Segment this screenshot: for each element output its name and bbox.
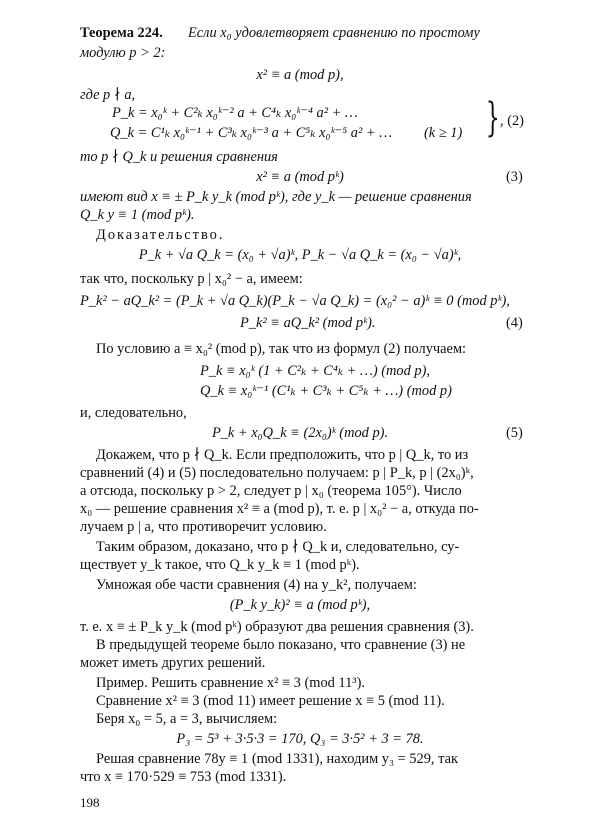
paragraph-1-line-1: Докажем, что p ∤ Q_k. Если предположить, что p | Q_k, то из [96, 447, 469, 463]
paragraph-3-line-2: т. е. x ≡ ± P_k y_k (mod pᵏ) образуют два решения сравнения (3). [80, 619, 474, 635]
where-condition: где p ∤ a, [80, 87, 136, 103]
equation-hypothesis: x² ≡ a (mod p), [256, 67, 344, 83]
paragraph-4-line-2: может иметь других решений. [80, 655, 266, 671]
equation-proof-2: P_k² − aQ_k² = (P_k + √a Q_k)(P_k − √a Q_k) = (x₀² − a)ᵏ ≡ 0 (mod pᵏ), [80, 293, 510, 309]
k-condition: (k ≥ 1) [424, 125, 463, 141]
equation-5: P_k + x₀Q_k ≡ (2x₀)ᵏ (mod p). [211, 425, 389, 441]
equation-3: x² ≡ a (mod pᵏ) [256, 169, 344, 185]
example-equation: P₃ = 5³ + 3·5·3 = 170, Q₃ = 3·5² + 3 = 78. [176, 731, 424, 747]
equation-tag-2: , (2) [500, 113, 524, 129]
proof-label: Доказательство. [96, 227, 225, 243]
paragraph-1-line-5: лучаем p | a, что противоречит условию. [80, 519, 327, 535]
paragraph-4-line-1: В предыдущей теореме было показано, что сравнение (3) не [96, 637, 466, 653]
equation-proof-1: P_k + √a Q_k = (x₀ + √a)ᵏ, P_k − √a Q_k = (x₀ − √a)ᵏ, [138, 247, 462, 263]
example-line-4: Решая сравнение 78y ≡ 1 (mod 1331), находим y₃ = 529, так [96, 751, 458, 767]
form-line-1: имеют вид x ≡ ± P_k y_k (mod pᵏ), где y_k — решение сравнения [80, 189, 472, 205]
theorem-text-line-1: Если x₀ удовлетворяет сравнению по простому [188, 25, 480, 41]
paragraph-1-line-2: сравнений (4) и (5) последовательно получаем: p | P_k, p | (2x₀)ᵏ, [80, 465, 474, 481]
theorem-heading: Теорема 224. [80, 25, 163, 41]
then-line: то p ∤ Q_k и решения сравнения [80, 149, 278, 165]
equation-6: (P_k y_k)² ≡ a (mod pᵏ), [229, 597, 371, 613]
hence-line: и, следовательно, [80, 405, 187, 421]
example-line-2: Сравнение x² ≡ 3 (mod 11) имеет решение x ≡ 5 (mod 11). [96, 693, 445, 709]
equation-Q-k: Q_k = C¹ₖ x₀ᵏ⁻¹ + C³ₖ x₀ᵏ⁻³ a + C⁵ₖ x₀ᵏ⁻⁵ a² + … [110, 125, 392, 141]
right-brace: } [485, 95, 500, 141]
equation-P-k: P_k = x₀ᵏ + C²ₖ x₀ᵏ⁻² a + C⁴ₖ x₀ᵏ⁻⁴ a² + … [112, 105, 358, 121]
equation-P-mod: P_k ≡ x₀ᵏ (1 + C²ₖ + C⁴ₖ + …) (mod p), [200, 363, 430, 379]
paragraph-2-line-2: ществует y_k такое, что Q_k y_k ≡ 1 (mod pᵏ). [80, 557, 360, 573]
paragraph-2-line-1: Таким образом, доказано, что p ∤ Q_k и, следовательно, су- [96, 539, 460, 555]
condition-line: По условию a ≡ x₀² (mod p), так что из формул (2) получаем: [96, 341, 467, 357]
equation-tag-4: (4) [506, 315, 523, 331]
equation-4: P_k² ≡ aQ_k² (mod pᵏ). [240, 315, 376, 331]
page-number: 198 [80, 795, 100, 810]
example-line-3: Беря x₀ = 5, a = 3, вычисляем: [96, 711, 278, 727]
example-line-5: что x ≡ 170·529 ≡ 753 (mod 1331). [80, 769, 287, 785]
so-line: так что, поскольку p | x₀² − a, имеем: [80, 271, 303, 287]
theorem-text-line-2: модулю p > 2: [80, 45, 166, 61]
paragraph-3-line-1: Умножая обе части сравнения (4) на y_k², получаем: [96, 577, 417, 593]
equation-tag-3: (3) [506, 169, 523, 185]
equation-Q-mod: Q_k ≡ x₀ᵏ⁻¹ (C¹ₖ + C³ₖ + C⁵ₖ + …) (mod p) [200, 383, 452, 399]
form-line-2: Q_k y ≡ 1 (mod pᵏ). [80, 207, 195, 223]
paragraph-1-line-4: x₀ — решение сравнения x² ≡ a (mod p), т. е. p | x₀² − a, откуда по- [80, 501, 479, 517]
example-line-1: Пример. Решить сравнение x² ≡ 3 (mod 11³). [96, 675, 365, 691]
paragraph-1-line-3: а отсюда, поскольку p > 2, следует p | x₀ (теорема 105°). Число [80, 483, 462, 499]
equation-tag-5: (5) [506, 425, 523, 441]
